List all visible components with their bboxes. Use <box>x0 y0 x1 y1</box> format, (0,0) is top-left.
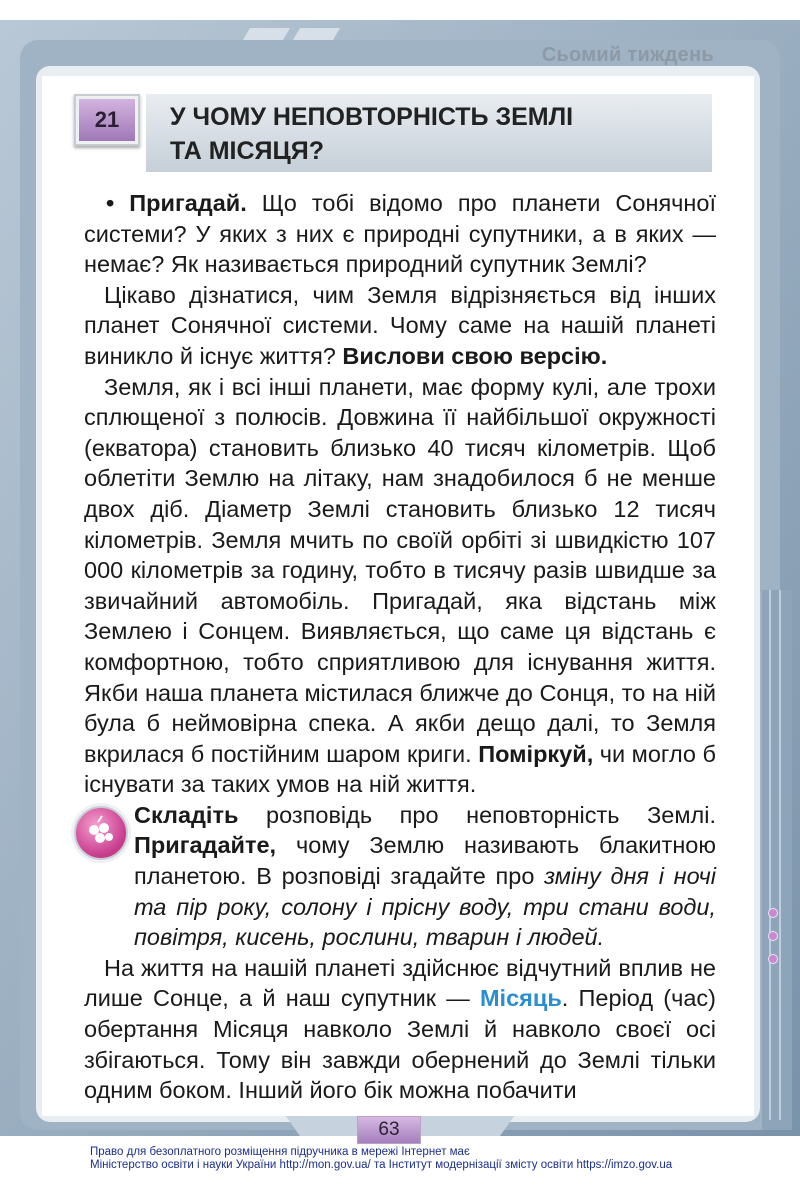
main-text <box>84 188 716 1106</box>
recall-text: Що тобі відомо про планети Сонячної системи? У яких з них є природні супутники, а в яких — немає? Як називається природний супутник Землі? <box>84 190 716 278</box>
bullet-mark: • <box>106 190 130 216</box>
paragraph-moon <box>84 953 716 1106</box>
lesson-title <box>170 100 573 168</box>
recall-label: Пригадай. <box>129 190 247 216</box>
paragraph-earth <box>84 372 716 800</box>
task-text-1: розповідь про неповторність Землі. <box>238 801 716 828</box>
dot <box>768 931 778 941</box>
paragraph-recall <box>84 188 716 280</box>
paragraph-intro <box>84 280 716 372</box>
page-number: 63 <box>357 1116 421 1144</box>
task-compose-label: Складіть <box>134 801 239 828</box>
think-label: Поміркуй, <box>478 740 594 767</box>
task-recall-label: Пригадайте, <box>134 832 277 859</box>
earth-text-end: чи могло б існувати за таких умов на ній життя. <box>84 740 717 798</box>
task-text-2: чому Землю називають блакитною планетою. В розповіді згадайте про <box>134 832 716 890</box>
title-line-2: ТА МІСЯЦЯ? <box>170 137 324 165</box>
moon-text-1: На життя на нашій планеті здійснює відчутний вплив не лише Сонце, а й наш супутник — <box>84 954 716 1012</box>
group-work-icon <box>74 806 128 860</box>
task-text <box>134 800 716 953</box>
group-task <box>84 800 716 953</box>
lesson-title-box <box>146 94 712 172</box>
title-line-1: У ЧОМУ НЕПОВТОРНІСТЬ ЗЕМЛІ <box>170 103 574 131</box>
dot <box>768 954 778 964</box>
intro-prompt: Вислови свою версію. <box>342 342 608 369</box>
footer-links: Міністерство освіти і науки України http://mon.gov.ua/ та Інститут модернізації змісту освіти https://imzo.gov.ua <box>90 1159 673 1171</box>
moon-highlight: Місяць <box>479 985 562 1012</box>
section-label: Сьомий тиждень <box>541 44 714 66</box>
dot <box>768 908 778 918</box>
earth-text: Земля, як і всі інші планети, має форму кулі, але трохи сплющеної з полюсів. Довжина її найбільшої окружності (екватора) становить близько 40 тисяч кілометрів. Щоб облетіти Землю на літаку, нам знадобилося б не менше двох діб. Діаметр Землі становить близько 12 тисяч кілометрів. Земля мчить по своїй орбіті зі швидкістю 107 000 кілометрів за годину, тобто в тисячу разів швидше за звичайний автомобіль. Пригадай, яка відстань між Землею і Сонцем. Виявляється, що саме ця відстань є комфортною, тобто сприятливою для існування життя. Якби наша планета містилася ближче до Сонця, то на ній була б неймовірна спека. А якби дещо далі, то Земля вкрилася б постійним шаром криги. <box>84 373 716 767</box>
moon-text-2: . Період (час) обертання Місяця навколо Землі й навколо своєї осі збігаються. Тому він завжди обернений до Землі тільки одним боком. Інший його бік можна побачити <box>84 985 717 1104</box>
footer-rights: Право для безоплатного розміщення підручника в мережі Інтернет має <box>90 1146 470 1158</box>
decorative-dots <box>768 908 778 977</box>
lesson-number-badge: 21 <box>74 94 140 146</box>
task-topics: зміну дня і ночі та пір року, солону і прісну воду, три стани води, повітря, кисень, рослини, тварин і людей. <box>134 863 716 951</box>
intro-text: Цікаво дізнатися, чим Земля відрізняється від інших планет Сонячної системи. Чому саме на нашій планеті виникло й існує життя? <box>84 281 716 369</box>
